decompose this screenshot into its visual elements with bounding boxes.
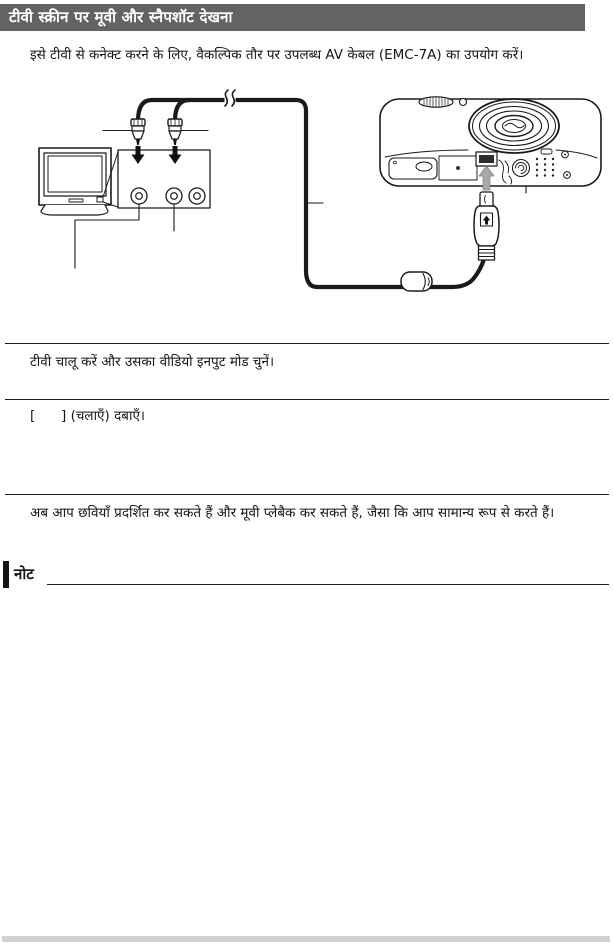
section-title: टीवी स्क्रीन पर मूवी और स्नैपशॉट देखना — [9, 8, 233, 26]
step-divider — [5, 343, 609, 344]
usb-port-icon — [476, 152, 497, 166]
video-jack-icon — [131, 188, 147, 204]
lens-icon — [469, 99, 559, 153]
note-heading: नोट — [14, 565, 34, 583]
rca-plug-icon — [168, 119, 182, 145]
result-paragraph: अब आप छवियाँ प्रदर्शित कर सकते हैं और मूवी प्लेबैक कर सकते हैं, जैसा कि आप सामान्य रूप से करते हैं। — [30, 505, 555, 521]
cable-break-icon — [225, 90, 236, 108]
battery-door-icon — [389, 158, 437, 179]
note-rule — [47, 584, 609, 585]
rca-plug-icon — [131, 119, 145, 145]
usb-av-plug-icon — [474, 192, 499, 260]
ferrite-core-icon — [401, 272, 432, 291]
step-divider — [5, 494, 609, 495]
tripod-mount-icon — [439, 156, 477, 180]
step-divider — [5, 399, 609, 400]
audio-jack-icon — [189, 188, 205, 204]
audio-jack-icon — [166, 188, 182, 204]
step-2-instruction: टीवी चालू करें और उसका वीडियो इनपुट मोड चुनें। — [30, 354, 275, 370]
speaker-icon — [513, 160, 530, 177]
step-3-instruction: [ ] (चलाएँ) दबाएँ। — [30, 408, 146, 424]
av-input-panel-callout — [118, 150, 210, 208]
page-footer-bar — [2, 936, 610, 942]
note-marker-bar — [3, 561, 9, 588]
intro-paragraph: इसे टीवी से कनेक्ट करने के लिए, वैकल्पिक तौर पर उपलब्ध AV केबल (EMC-7A) का उपयोग करें। — [30, 47, 524, 63]
tv-icon — [39, 148, 111, 215]
